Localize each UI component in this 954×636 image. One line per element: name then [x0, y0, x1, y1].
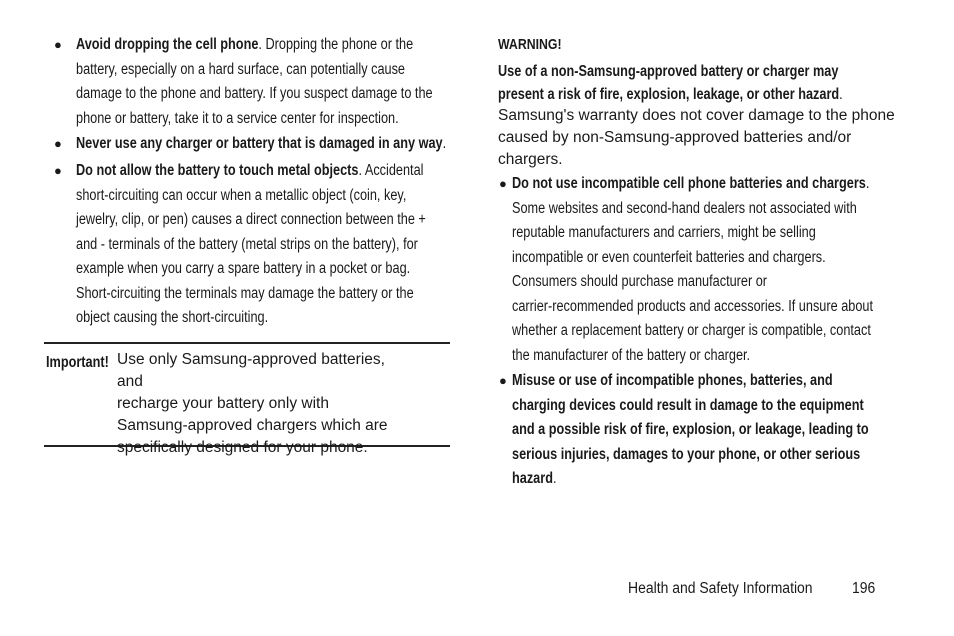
bullet-dot: ● [499, 176, 507, 191]
warning-title: WARNING! [498, 36, 562, 53]
bullet-dot: ● [499, 373, 507, 388]
important-text: Use only Samsung-approved batteries, and recharge your battery only with Samsung-approved chargers which are specifically designed for your phone. [117, 351, 388, 456]
bullet-dot: ● [54, 163, 62, 178]
bullet-text: Never use any charger or battery that is damaged in any way. [76, 135, 447, 152]
footer-page-number: 196 [852, 580, 876, 597]
bullet-dot: ● [54, 136, 62, 151]
warning-lead: Use of a non-Samsung-approved battery or charger may present a risk of fire, explosion, leakage, or other hazard. Samsung's warranty does not cover damage to the phone caused by non-Samsung-approved batteries and/or chargers. [498, 63, 895, 168]
bullet-text: Misuse or use of incompatible phones, batteries, and charging devices could result in damage to the equipment and a possible risk of fire, explosion, or leakage, leading to serious injuries, damages to your phone, or other serious hazard. [512, 372, 869, 487]
bullet-text: Do not use incompatible cell phone batteries and chargers. Some websites and second-hand dealers not associated with reputable manufacturers and carriers, might be selling incompatible or even counterfeit batteries and chargers. Consumers should purchase manufacturer or carrier-recommended products and accessories. If unsure about whether a replacement battery or charger is compatible, contact the manufacturer of the battery or charger. [512, 175, 874, 364]
bullet-text: Do not allow the battery to touch metal objects. Accidental short-circuiting can occur when a metallic object (coin, key, jewelry, clip, or pen) causes a direct connection between the + and - terminals of the battery (metal strips on the battery), for example when you carry a spare battery in a pocket or bag. Short-circuiting the terminals may damage the battery or the object causing the short-circuiting. [76, 162, 426, 326]
bullet-dot: ● [54, 37, 62, 52]
important-label: Important! [46, 354, 109, 371]
important-note [44, 342, 450, 456]
footer-section-title: Health and Safety Information [628, 580, 813, 597]
bullet-text: Avoid dropping the cell phone. Dropping the phone or the battery, especially on a hard surface, can potentially cause damage to the phone and battery. If you suspect damage to the phone or battery, take it to a service center for inspection. [76, 36, 433, 127]
